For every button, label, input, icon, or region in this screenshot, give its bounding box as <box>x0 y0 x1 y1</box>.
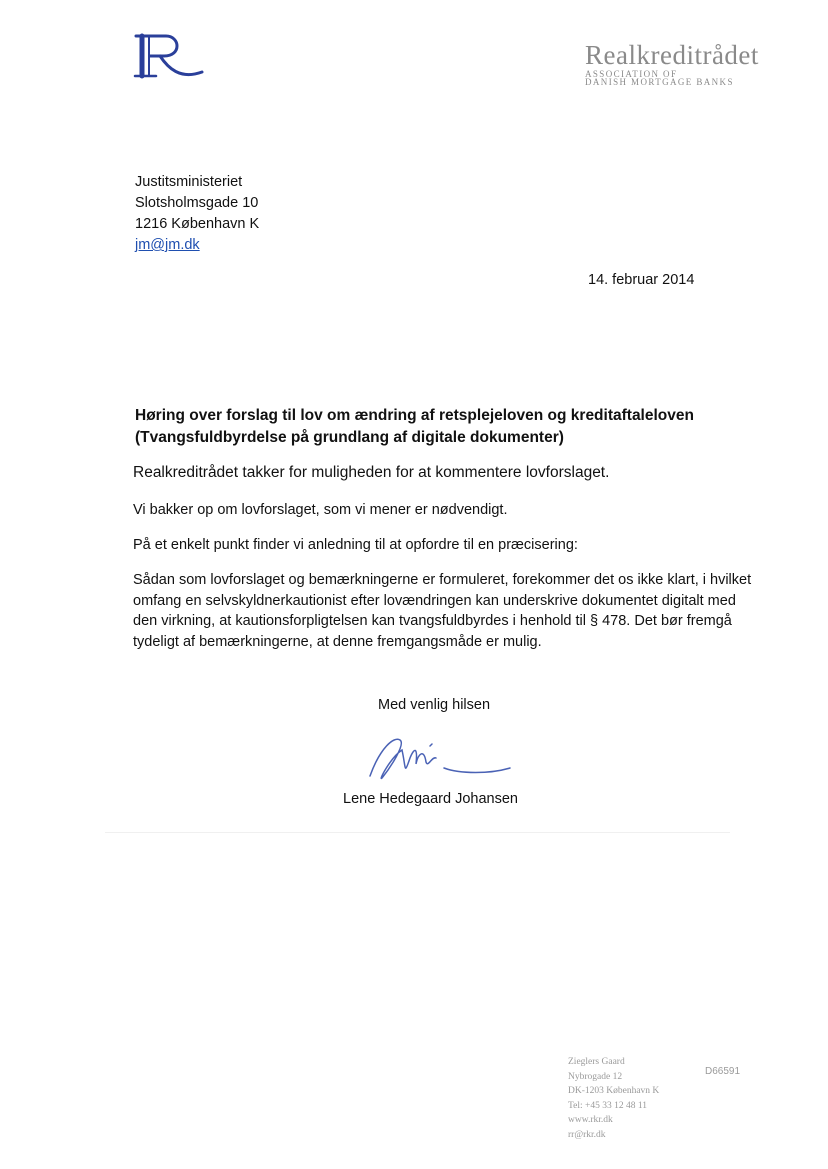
footer-line-6: rr@rkr.dk <box>568 1129 606 1140</box>
footer-line-5: www.rkr.dk <box>568 1115 613 1125</box>
footer-line-2: Nybrogade 12 <box>568 1071 623 1082</box>
logo-r-icon <box>130 30 210 85</box>
footer-line-3: DK-1203 København K <box>568 1086 660 1096</box>
recipient-address <box>135 172 259 256</box>
letter-subject <box>135 405 775 449</box>
recipient-name: Justitsministeriet <box>135 174 243 190</box>
footer-address <box>568 1055 659 1142</box>
recipient-email-link[interactable]: jm@jm.dk <box>135 237 200 253</box>
recipient-city: 1216 København K <box>135 216 260 232</box>
letter-date: 14. februar 2014 <box>588 272 695 288</box>
organization-subtitle-2: DANISH MORTGAGE BANKS <box>585 77 734 87</box>
organization-subtitle-1: ASSOCIATION OF <box>585 69 678 79</box>
document-code: D66591 <box>705 1066 741 1077</box>
organization-name: Realkreditrådet <box>585 40 759 70</box>
closing-greeting: Med venlig hilsen <box>378 697 491 713</box>
page-divider <box>105 832 730 833</box>
footer-line-4: Tel: +45 33 12 48 11 <box>568 1100 648 1111</box>
signer-name: Lene Hedegaard Johansen <box>343 791 518 807</box>
footer-line-1: Zieglers Gaard <box>568 1057 625 1067</box>
recipient-street: Slotsholmsgade 10 <box>135 195 259 211</box>
body-paragraph-3: På et enkelt punkt finder vi anledning til at opfordre til en præcisering: <box>133 537 578 553</box>
subject-line-1: Høring over forslag til lov om ændring af retsplejeloven og kreditaftaleloven <box>135 407 694 424</box>
body-paragraph-4: Sådan som lovforslaget og bemærkningerne er formuleret, forekommer det os ikke klart, i hvilket omfang en selvskyldnerkautionist efter lovændringen kan underskrive dokumentet digitalt med den virkning, at kautionsforpligtelsen kan tvangsfuldbyrdes i henhold til § 478. Det bør fremgå tydeligt af bemærkningerne, at denne fremgangsmåde er mulig. <box>133 572 752 650</box>
body-paragraph-1: Realkreditrådet takker for muligheden for at kommentere lovforslaget. <box>133 464 610 481</box>
organization-header <box>585 40 759 87</box>
handwritten-signature-icon <box>360 728 520 788</box>
body-paragraph-2: Vi bakker op om lovforslaget, som vi mener er nødvendigt. <box>133 502 508 518</box>
subject-line-2: (Tvangsfuldbyrdelse på grundlang af digitale dokumenter) <box>135 429 564 446</box>
